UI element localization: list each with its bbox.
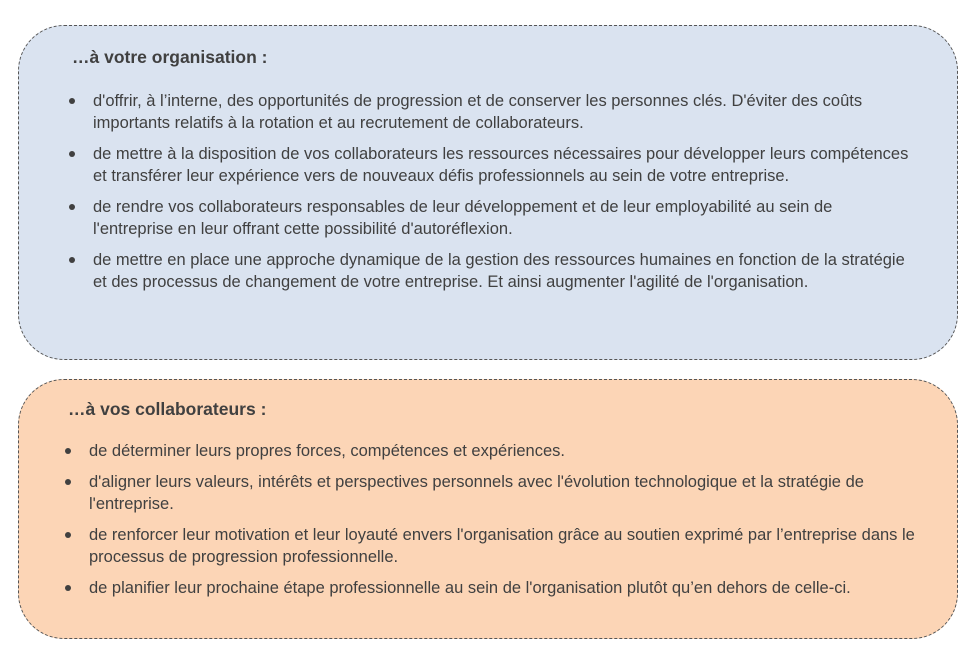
collaborateurs-list: [63, 440, 923, 608]
organisation-list: [67, 90, 917, 302]
list-item: d'aligner leurs valeurs, intérêts et perspectives personnels avec l'évolution technologique et la stratégie de l'entreprise.: [63, 471, 923, 515]
list-item: de déterminer leurs propres forces, compétences et expériences.: [63, 440, 923, 462]
list-item: de planifier leur prochaine étape professionnelle au sein de l'organisation plutôt qu’en dehors de celle-ci.: [63, 577, 923, 599]
list-item: de rendre vos collaborateurs responsables de leur développement et de leur employabilité au sein de l'entreprise en leur offrant cette possibilité d'autoréflexion.: [67, 196, 917, 240]
list-item: d'offrir, à l’interne, des opportunités de progression et de conserver les personnes clés. D'éviter des coûts importants relatifs à la rotation et au recrutement de collaborateurs.: [67, 90, 917, 134]
organisation-panel: [18, 25, 958, 360]
organisation-title: …à votre organisation :: [72, 47, 268, 67]
list-item: de mettre en place une approche dynamique de la gestion des ressources humaines en fonction de la stratégie et des processus de changement de votre entreprise. Et ainsi augmenter l'agilité de l'organisation.: [67, 249, 917, 293]
collaborateurs-title: …à vos collaborateurs :: [68, 399, 267, 419]
list-item: de mettre à la disposition de vos collaborateurs les ressources nécessaires pour développer leurs compétences et transférer leur expérience vers de nouveaux défis professionnels au sein de votre entreprise.: [67, 143, 917, 187]
list-item: de renforcer leur motivation et leur loyauté envers l'organisation grâce au soutien exprimé par l’entreprise dans le processus de progression professionnelle.: [63, 524, 923, 568]
collaborateurs-panel: [18, 379, 958, 639]
